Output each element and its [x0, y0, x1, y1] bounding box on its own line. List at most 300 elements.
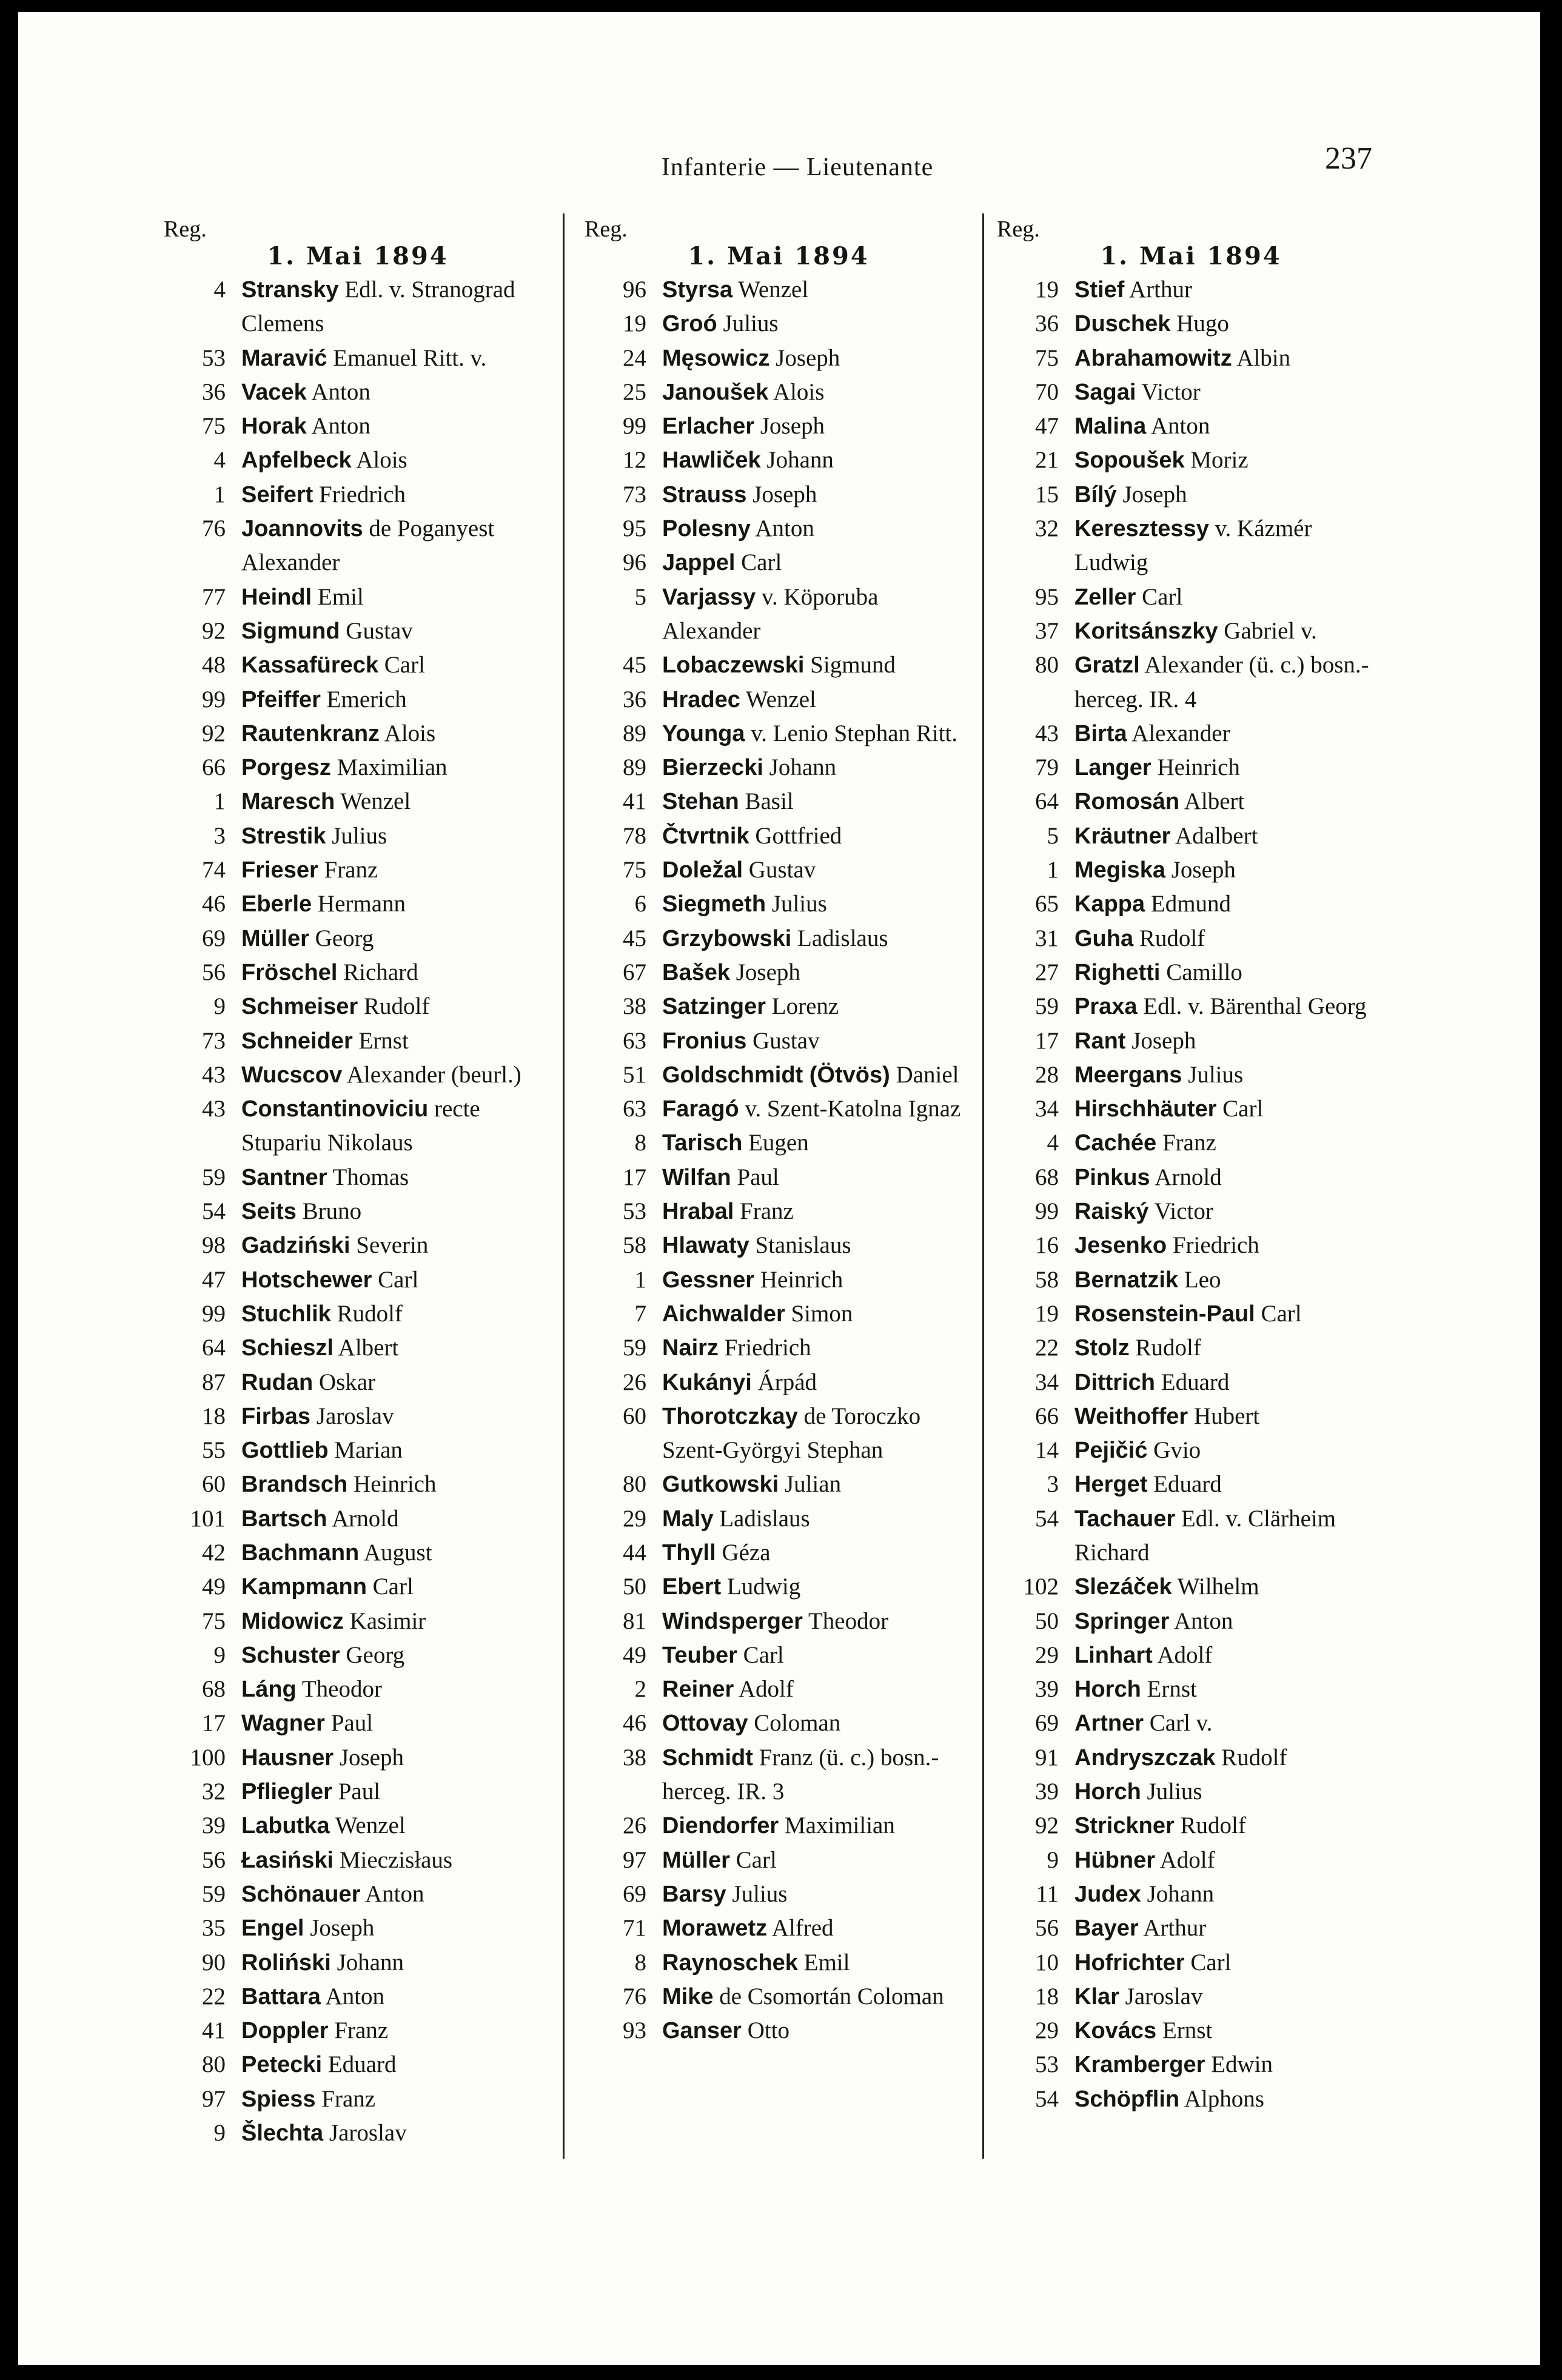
given-name-details: Anton [306, 413, 370, 440]
surname: Barsy [662, 1881, 726, 1907]
regiment-number: 74 [202, 857, 226, 883]
regiment-number: 18 [1035, 1983, 1059, 2010]
list-item [164, 1297, 552, 1331]
surname: Kassafüreck [241, 652, 379, 679]
regiment-number: 15 [1035, 481, 1059, 508]
regiment-number: 98 [202, 1232, 226, 1259]
regiment-number: 4 [213, 277, 226, 303]
regiment-number: 9 [1047, 1846, 1059, 1873]
given-name-details: Camillo [1160, 959, 1242, 985]
given-name-details: Alexander (beurl.) [342, 1061, 521, 1088]
surname: Abrahamowitz [1074, 345, 1232, 371]
surname: Doppler [241, 2018, 329, 2044]
given-name-details: Adolf [1155, 1846, 1215, 1873]
list-item [997, 1570, 1385, 1604]
list-item [997, 853, 1385, 887]
regiment-number: 80 [202, 2051, 226, 2078]
given-name-details: Anton [750, 515, 814, 542]
list-item [997, 1229, 1385, 1262]
regiment-number: 19 [623, 310, 646, 337]
surname: Vacek [241, 379, 307, 405]
list-item [164, 1911, 552, 1945]
regiment-number: 95 [1035, 583, 1059, 610]
given-name-details: Géza [716, 1539, 771, 1566]
regiment-number: 17 [623, 1164, 646, 1190]
given-name-details: Carl [1136, 583, 1183, 610]
given-name-details: Maximilian [330, 754, 447, 781]
regiment-number: 45 [623, 652, 646, 679]
regiment-number: 65 [1035, 891, 1059, 917]
surname: Pejičić [1074, 1438, 1148, 1464]
surname: Gessner [662, 1267, 755, 1293]
surname: Gratzl [1074, 652, 1140, 679]
regiment-number: 26 [623, 1369, 646, 1395]
regiment-number: 47 [202, 1266, 226, 1293]
given-name-details: Gvio [1147, 1437, 1201, 1464]
surname: Schneider [241, 1028, 353, 1054]
regiment-number: 58 [1035, 1266, 1059, 1293]
regiment-number: 101 [190, 1505, 226, 1532]
given-name-details: Alois [351, 447, 407, 474]
surname: Reiner [662, 1677, 734, 1703]
surname: Styrsa [662, 277, 733, 303]
surname: Gutkowski [662, 1472, 779, 1498]
surname: Schöpflin [1074, 2086, 1180, 2112]
given-name-details: Carl [372, 1266, 419, 1293]
date-heading: 1. Mai 1894 [1100, 242, 1282, 270]
regiment-number: 41 [623, 788, 646, 815]
surname: Morawetz [662, 1916, 768, 1942]
column-2 [585, 216, 973, 2048]
surname: Jesenko [1074, 1233, 1167, 1259]
given-name-details: August [359, 1539, 432, 1566]
regiment-number: 10 [1035, 1949, 1059, 1976]
date-heading: 1. Mai 1894 [267, 242, 449, 270]
surname: Schieszl [241, 1335, 334, 1361]
list-item [997, 273, 1385, 307]
regiment-number: 67 [623, 959, 646, 985]
list-item [164, 1195, 552, 1229]
given-name-details: Julius [766, 891, 827, 917]
list-item [585, 1229, 973, 1262]
regiment-number: 29 [1035, 2017, 1059, 2044]
regiment-number: 1 [213, 481, 226, 508]
entry-list [997, 273, 1385, 2116]
surname: Sigmund [241, 618, 340, 644]
list-item [585, 1980, 973, 2014]
regiment-number: 39 [202, 1812, 226, 1839]
given-name-details: Edl. v. Clärheim Richard [1074, 1505, 1336, 1566]
surname: Guha [1074, 925, 1134, 951]
list-item [585, 1467, 973, 1501]
regiment-number: 11 [1036, 1880, 1059, 1907]
given-name-details: Marian [328, 1437, 403, 1464]
regiment-number: 1 [1047, 857, 1059, 883]
list-item [164, 1502, 552, 1536]
list-item [997, 478, 1385, 512]
regiment-number: 80 [1035, 652, 1059, 679]
list-item [164, 922, 552, 956]
given-name-details: Alfred [767, 1915, 834, 1942]
list-item [585, 1638, 973, 1672]
surname: Spiess [241, 2086, 316, 2112]
list-item [164, 1809, 552, 1843]
given-name-details: Anton [306, 378, 370, 405]
regiment-number: 26 [623, 1812, 646, 1839]
given-name-details: Wenzel [335, 788, 411, 815]
regiment-number: 17 [202, 1710, 226, 1737]
given-name-details: Julius [1182, 1061, 1244, 1088]
given-name-details: Eduard [1147, 1471, 1222, 1498]
given-name-details: Franz (ü. c.) bosn.-herceg. IR. 3 [662, 1744, 939, 1805]
given-name-details: Maximilian [779, 1812, 895, 1839]
list-item [997, 956, 1385, 990]
regiment-number: 59 [623, 1335, 646, 1361]
surname: Horch [1074, 1779, 1141, 1805]
surname: Kampmann [241, 1574, 367, 1600]
list-item [164, 1570, 552, 1604]
list-item [164, 1433, 552, 1467]
regiment-number: 75 [202, 413, 226, 440]
regiment-number: 3 [1047, 1471, 1059, 1498]
surname: Maly [662, 1506, 714, 1532]
reg-label: Reg. [164, 216, 207, 242]
regiment-number: 1 [634, 1266, 646, 1293]
list-item [997, 1980, 1385, 2014]
given-name-details: Paul [324, 1710, 374, 1737]
regiment-number: 80 [623, 1471, 646, 1498]
given-name-details: Thomas [327, 1164, 409, 1190]
list-item [997, 614, 1385, 648]
given-name-details: de Csomortán Coloman [713, 1983, 944, 2010]
list-item [585, 1741, 973, 1809]
column-1 [164, 216, 552, 2150]
given-name-details: Rudolf [1215, 1744, 1287, 1771]
given-name-details: Rudolf [1129, 1335, 1201, 1361]
list-item [164, 1263, 552, 1297]
list-item [585, 375, 973, 409]
given-name-details: de Toroczko Szent-Györgyi Stephan [662, 1403, 921, 1464]
list-item [585, 1126, 973, 1160]
list-item [997, 1706, 1385, 1740]
given-name-details: Wenzel [740, 686, 816, 712]
list-item [585, 478, 973, 512]
given-name-details: Joseph [729, 959, 800, 985]
list-item [164, 1467, 552, 1501]
regiment-number: 25 [623, 378, 646, 405]
given-name-details: Anton [320, 1983, 385, 2010]
given-name-details: Franz [318, 857, 378, 883]
list-item [585, 1672, 973, 1706]
surname: Meergans [1074, 1062, 1182, 1088]
list-item [585, 887, 973, 921]
surname: Teuber [662, 1642, 737, 1668]
list-item [997, 648, 1385, 717]
list-item [585, 717, 973, 751]
given-name-details: Johann [763, 754, 837, 781]
given-name-details: de Poganyest Alexander [241, 515, 495, 576]
regiment-number: 55 [202, 1437, 226, 1464]
surname: Springer [1074, 1608, 1170, 1634]
given-name-details: recte Stupariu Nikolaus [241, 1096, 480, 1156]
regiment-number: 96 [623, 277, 646, 303]
surname: Thyll [662, 1540, 716, 1566]
surname: Horch [1074, 1677, 1141, 1703]
given-name-details: Julian [779, 1471, 842, 1498]
given-name-details: Leo [1178, 1266, 1221, 1293]
given-name-details: Wilhelm [1172, 1574, 1259, 1600]
list-item [164, 785, 552, 819]
surname: Porgesz [241, 755, 331, 781]
list-item [164, 1058, 552, 1092]
given-name-details: Emil [797, 1949, 850, 1976]
surname: Megiska [1074, 857, 1165, 883]
surname: Sopoušek [1074, 448, 1185, 474]
list-item [164, 443, 552, 477]
given-name-details: Carl [1216, 1096, 1264, 1122]
regiment-number: 38 [623, 993, 646, 1020]
surname: Rautenkranz [241, 720, 380, 746]
surname: Hradec [662, 686, 740, 712]
surname: Koritsánszky [1074, 618, 1218, 644]
surname: Janoušek [662, 379, 769, 405]
list-item [997, 785, 1385, 819]
surname: Schönauer [241, 1881, 361, 1907]
regiment-number: 92 [202, 617, 226, 644]
regiment-number: 69 [202, 925, 226, 951]
given-name-details: Albert [334, 1335, 399, 1361]
given-name-details: Franz [328, 2017, 389, 2044]
surname: Rosenstein-Paul [1074, 1301, 1255, 1327]
given-name-details: Emanuel Ritt. v. [327, 344, 487, 371]
given-name-details: Bruno [296, 1198, 362, 1225]
given-name-details: Carl [737, 1641, 784, 1668]
list-item [997, 990, 1385, 1024]
surname: Tachauer [1074, 1506, 1176, 1532]
regiment-number: 63 [623, 1027, 646, 1054]
given-name-details: Carl [729, 1846, 777, 1873]
list-item [997, 1126, 1385, 1160]
given-name-details: Julius [717, 310, 779, 337]
given-name-details: Alois [768, 378, 825, 405]
given-name-details: Edl. v. Stranograd Clemens [241, 277, 515, 337]
given-name-details: Friedrich [1167, 1232, 1259, 1259]
surname: Stehan [662, 789, 739, 815]
given-name-details: Friedrich [718, 1335, 811, 1361]
surname: Kukányi [662, 1369, 752, 1395]
regiment-number: 58 [623, 1232, 646, 1259]
list-item [585, 580, 973, 649]
given-name-details: Victor [1136, 378, 1201, 405]
surname: Firbas [241, 1403, 311, 1429]
list-item [997, 512, 1385, 580]
surname: Rudan [241, 1369, 313, 1395]
surname: Kovács [1074, 2018, 1157, 2044]
regiment-number: 66 [1035, 1403, 1059, 1429]
surname: Judex [1074, 1881, 1141, 1907]
regiment-number: 19 [1035, 1300, 1059, 1327]
given-name-details: Georg [340, 1641, 405, 1668]
regiment-number: 53 [623, 1198, 646, 1225]
surname: Hübner [1074, 1847, 1155, 1873]
given-name-details: Joseph [1165, 857, 1236, 883]
regiment-number: 7 [634, 1300, 646, 1327]
given-name-details: Lorenz [766, 993, 839, 1020]
surname: Bílý [1074, 481, 1117, 508]
list-item [997, 307, 1385, 341]
given-name-details: Heinrich [754, 1266, 843, 1293]
list-item [164, 751, 552, 785]
surname: Láng [241, 1677, 297, 1703]
surname: Strickner [1074, 1813, 1175, 1839]
surname: Labutka [241, 1813, 330, 1839]
given-name-details: Paul [332, 1778, 381, 1805]
surname: Faragó [662, 1096, 739, 1122]
regiment-number: 70 [1035, 378, 1059, 405]
regiment-number: 38 [623, 1744, 646, 1771]
surname: Ebert [662, 1574, 722, 1600]
regiment-number: 24 [623, 344, 646, 371]
surname: Schuster [241, 1642, 340, 1668]
surname: Wucscov [241, 1062, 343, 1088]
surname: Malina [1074, 414, 1147, 440]
list-item [997, 375, 1385, 409]
regiment-number: 36 [623, 686, 646, 712]
surname: Younga [662, 720, 745, 746]
list-item [164, 683, 552, 717]
surname: Klar [1074, 1983, 1119, 2010]
surname: Apfelbeck [241, 448, 352, 474]
given-name-details: Otto [741, 2017, 790, 2044]
regiment-number: 21 [1035, 447, 1059, 474]
surname: Wilfan [662, 1164, 731, 1190]
given-name-details: Simon [785, 1300, 853, 1327]
list-item [997, 2082, 1385, 2116]
surname: Pfliegler [241, 1779, 332, 1805]
surname: Bartsch [241, 1506, 327, 1532]
list-item [585, 512, 973, 546]
regiment-number: 5 [1047, 822, 1059, 849]
given-name-details: Joseph [304, 1915, 375, 1942]
given-name-details: Friedrich [313, 481, 406, 508]
list-item [585, 1195, 973, 1229]
surname: Kräutner [1074, 823, 1171, 849]
regiment-number: 49 [202, 1574, 226, 1600]
list-item [997, 341, 1385, 375]
surname: Righetti [1074, 959, 1161, 985]
list-item [585, 1400, 973, 1468]
given-name-details: Adolf [734, 1676, 794, 1703]
list-item [164, 478, 552, 512]
given-name-details: Adolf [1152, 1641, 1213, 1668]
surname: Bernatzik [1074, 1267, 1179, 1293]
surname: Fröschel [241, 959, 338, 985]
given-name-details: Ladislaus [713, 1505, 810, 1532]
list-item [997, 1161, 1385, 1195]
list-item [997, 1195, 1385, 1229]
surname: Ganser [662, 2018, 742, 2044]
regiment-number: 4 [1047, 1130, 1059, 1156]
regiment-number: 89 [623, 754, 646, 781]
list-item [585, 1161, 973, 1195]
given-name-details: Anton [1169, 1607, 1233, 1634]
list-item [164, 887, 552, 921]
regiment-number: 43 [202, 1061, 226, 1088]
given-name-details: Joseph [1116, 481, 1187, 508]
list-item [997, 751, 1385, 785]
given-name-details: Albert [1179, 788, 1245, 815]
list-item [585, 751, 973, 785]
list-item [997, 2048, 1385, 2082]
surname: Raiský [1074, 1199, 1149, 1225]
list-item [997, 1638, 1385, 1672]
given-name-details: Heinrich [347, 1471, 437, 1498]
surname: Erlacher [662, 414, 755, 440]
given-name-details: Eduard [322, 2051, 397, 2078]
given-name-details: Jaroslav [323, 2120, 407, 2147]
surname: Strestik [241, 823, 326, 849]
entry-list [585, 273, 973, 2048]
surname: Engel [241, 1916, 304, 1942]
regiment-number: 64 [202, 1335, 226, 1361]
given-name-details: Rudolf [358, 993, 430, 1020]
surname: Duschek [1074, 311, 1171, 337]
list-item [997, 922, 1385, 956]
surname: Schmeiser [241, 994, 358, 1020]
regiment-number: 41 [202, 2017, 226, 2044]
reg-label: Reg. [997, 216, 1040, 242]
regiment-number: 92 [202, 720, 226, 746]
surname: Hausner [241, 1745, 334, 1771]
list-item [585, 819, 973, 853]
regiment-number: 53 [202, 344, 226, 371]
given-name-details: Hermann [312, 891, 406, 917]
surname: Eberle [241, 891, 312, 917]
list-item [997, 1775, 1385, 1809]
given-name-details: Joseph [754, 413, 825, 440]
list-item [585, 1366, 973, 1400]
given-name-details: Moriz [1184, 447, 1249, 474]
regiment-number: 36 [202, 378, 226, 405]
list-item [164, 956, 552, 990]
list-item [585, 443, 973, 477]
given-name-details: Gustav [340, 617, 413, 644]
column-3 [997, 216, 1385, 2116]
list-item [585, 648, 973, 682]
given-name-details: Gottfried [749, 822, 842, 849]
list-item [997, 1263, 1385, 1297]
regiment-number: 16 [1035, 1232, 1059, 1259]
surname: Bayer [1074, 1916, 1139, 1942]
given-name-details: Ernst [352, 1027, 409, 1054]
list-item [585, 1911, 973, 1945]
surname: Kramberger [1074, 2052, 1205, 2078]
regiment-number: 39 [1035, 1676, 1059, 1703]
surname: Strauss [662, 481, 747, 508]
list-item [585, 1502, 973, 1536]
regiment-number: 77 [202, 583, 226, 610]
list-item [585, 990, 973, 1024]
surname: Hawliček [662, 448, 761, 474]
surname: Sagai [1074, 379, 1136, 405]
given-name-details: Johann [1141, 1880, 1215, 1907]
given-name-details: Carl [378, 652, 425, 679]
given-name-details: Arnold [1150, 1164, 1222, 1190]
regiment-number: 50 [623, 1574, 646, 1600]
regiment-number: 90 [202, 1949, 226, 1976]
list-item [585, 1604, 973, 1638]
list-item [997, 1809, 1385, 1843]
